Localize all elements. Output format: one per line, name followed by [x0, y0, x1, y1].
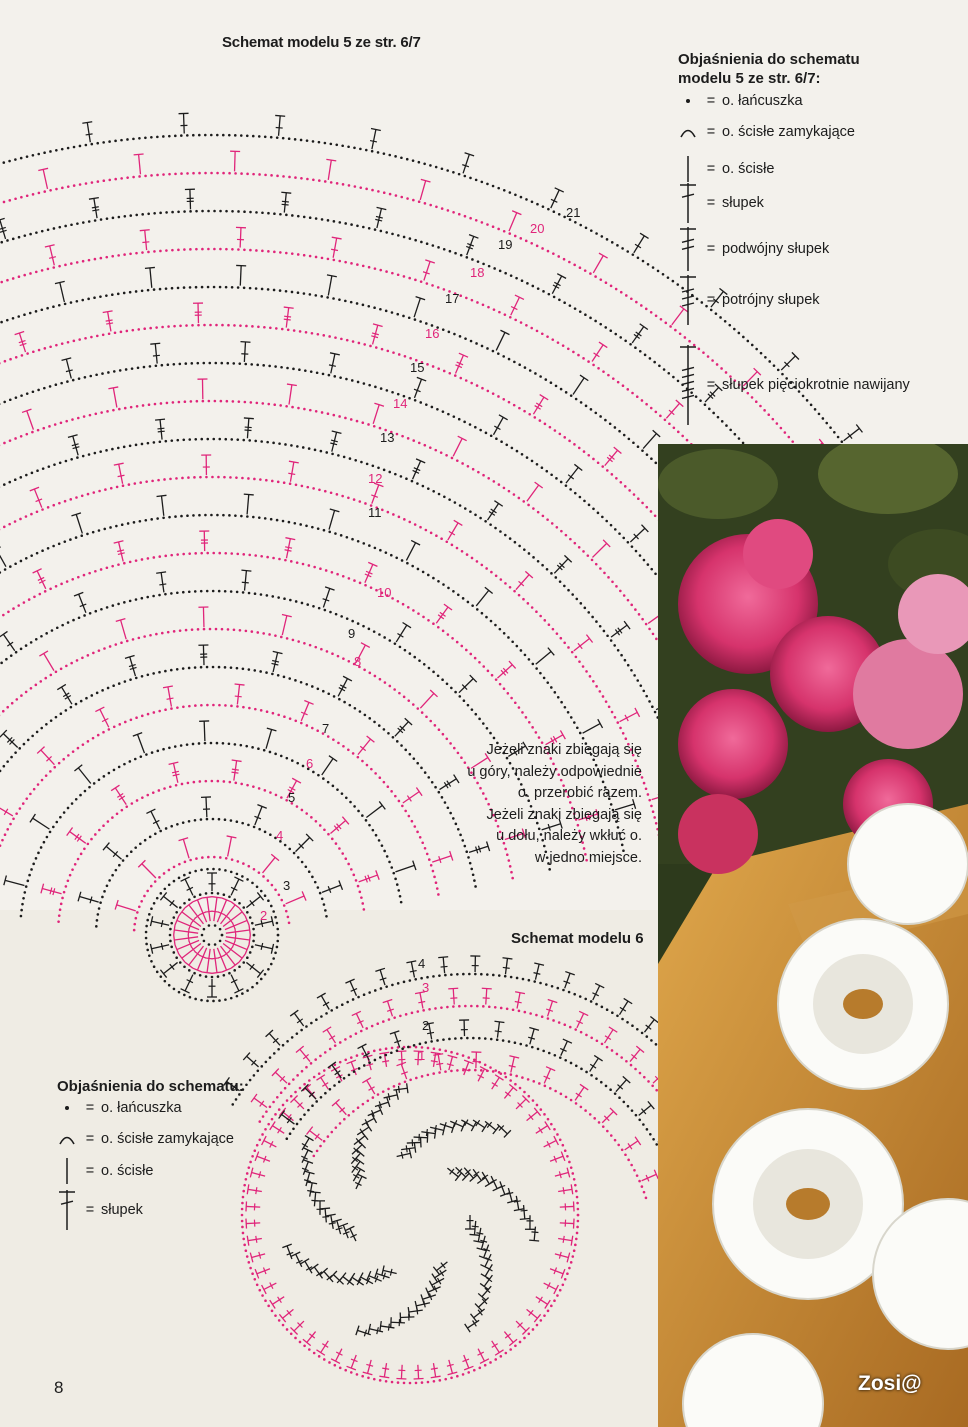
arc-icon — [676, 126, 700, 138]
row-number: 20 — [530, 221, 545, 236]
legend6-item — [55, 1158, 153, 1184]
stitch-row — [0, 684, 453, 878]
equals-sign: = — [85, 1100, 95, 1116]
legend-label: podwójny słupek — [722, 241, 830, 257]
stitch-row — [0, 379, 745, 795]
row-number: 10 — [377, 585, 392, 600]
spiral-petal — [465, 1215, 493, 1332]
row-number: 15 — [410, 360, 425, 375]
legend-item — [676, 156, 774, 182]
row-number: 3 — [422, 980, 430, 995]
equals-sign: = — [85, 1202, 95, 1218]
legend-item — [676, 124, 855, 140]
row-number: 5 — [288, 790, 296, 805]
legend-label: o. ścisłe zamykające — [722, 124, 855, 140]
equals-sign: = — [706, 292, 716, 308]
legend6-item — [55, 1190, 143, 1230]
legend-item — [676, 275, 820, 325]
legend-label: o. łańcuszka — [722, 93, 803, 109]
legend6-heading: Objaśnienia do schematu: — [57, 1078, 244, 1095]
row-number: 4 — [418, 956, 426, 971]
legend-heading-line1: Objaśnienia do schematu — [678, 51, 860, 68]
row-number: 13 — [380, 430, 395, 445]
note-line: o. przerobić razem. — [517, 785, 642, 801]
row-number: 17 — [445, 291, 460, 306]
stitch-row — [41, 760, 379, 895]
row-number: 2 — [422, 1018, 430, 1033]
row-number: 14 — [393, 396, 408, 411]
note-line: Jeżeli znaki zbiegają się — [486, 742, 642, 758]
double-crochet-icon — [676, 183, 700, 223]
watermark: Zosi@ — [858, 1372, 922, 1395]
stitch-row — [251, 988, 720, 1163]
row-number: 18 — [470, 265, 485, 280]
row-number: 1 — [418, 1048, 426, 1063]
legend-item — [676, 183, 764, 223]
row-number: 16 — [425, 326, 440, 341]
equals-sign: = — [85, 1131, 95, 1147]
doily-photo — [658, 444, 968, 1427]
legend-heading-line2: modelu 5 ze str. 6/7: — [678, 70, 821, 87]
row-number: 11 — [368, 505, 382, 520]
chain-row — [20, 742, 403, 918]
equals-sign: = — [706, 377, 716, 393]
note-line: u dołu, należy wkłuć o. — [496, 828, 642, 844]
stitch-row — [4, 721, 416, 885]
legend-label: o. ścisłe — [722, 161, 775, 177]
row-number: 9 — [348, 626, 356, 641]
quintuple-treble-icon — [676, 345, 700, 425]
chain-row — [0, 704, 440, 911]
note-line: w jedno miejsce. — [534, 849, 642, 866]
legend6-item — [55, 1100, 182, 1116]
arc-icon — [55, 1133, 79, 1145]
row-number: 19 — [498, 237, 513, 252]
equals-sign: = — [706, 241, 716, 257]
spiral-petal — [447, 1167, 539, 1241]
center-chain — [201, 924, 224, 946]
legend-item — [676, 345, 910, 425]
legend-label: słupek — [101, 1202, 143, 1218]
chain-row — [241, 1046, 580, 1385]
row-number: 7 — [322, 721, 330, 736]
center-ring — [174, 897, 251, 974]
row-number: 6 — [306, 756, 314, 771]
legend-item — [676, 227, 829, 271]
chain-row — [57, 780, 365, 923]
spiral-petal — [282, 1244, 396, 1285]
convergence-note — [430, 740, 642, 869]
legend-model5 — [672, 50, 962, 88]
legend-label: o. ścisłe — [101, 1163, 154, 1179]
legend-label: słupek — [722, 195, 764, 211]
stitch-row — [0, 645, 490, 869]
row-number: 3 — [283, 878, 291, 893]
spiral-petal — [397, 1120, 511, 1159]
legend-item — [676, 93, 803, 109]
treble-crochet-icon — [676, 227, 700, 271]
triple-treble-icon — [676, 275, 700, 325]
row-number: 2 — [260, 908, 268, 923]
legend-label: słupek pięciokrotnie nawijany — [722, 377, 910, 393]
dot-icon — [676, 96, 700, 106]
row-number: 8 — [354, 654, 362, 669]
legend-label: potrójny słupek — [722, 292, 820, 308]
chain-row — [169, 892, 256, 979]
page-number: 8 — [54, 1378, 64, 1397]
legend6-item — [55, 1131, 234, 1147]
spiral-petal — [351, 1083, 408, 1189]
row-number: 4 — [276, 828, 284, 843]
row-number: 21 — [566, 205, 581, 220]
equals-sign: = — [706, 195, 716, 211]
row-number: 12 — [368, 471, 383, 486]
spiral-petal — [301, 1136, 356, 1242]
legend-label: o. ścisłe zamykające — [101, 1131, 234, 1147]
dot-icon — [55, 1103, 79, 1113]
equals-sign: = — [706, 93, 716, 109]
equals-sign: = — [706, 161, 716, 177]
single-crochet-icon — [55, 1158, 79, 1184]
double-crochet-icon — [55, 1190, 79, 1230]
equals-sign: = — [706, 124, 716, 140]
single-crochet-icon — [676, 156, 700, 182]
note-line: Jeżeli znaki zbiegają się — [486, 806, 642, 823]
model6-title: Schemat modelu 6 — [511, 930, 644, 947]
legend-model6 — [55, 1078, 315, 1095]
photo-illustration — [658, 444, 968, 1427]
note-line: u góry, należy odpowiednie — [467, 763, 642, 780]
model5-title: Schemat modelu 5 ze str. 6/7 — [222, 34, 421, 51]
legend-label: o. łańcuszka — [101, 1100, 182, 1116]
equals-sign: = — [85, 1163, 95, 1179]
